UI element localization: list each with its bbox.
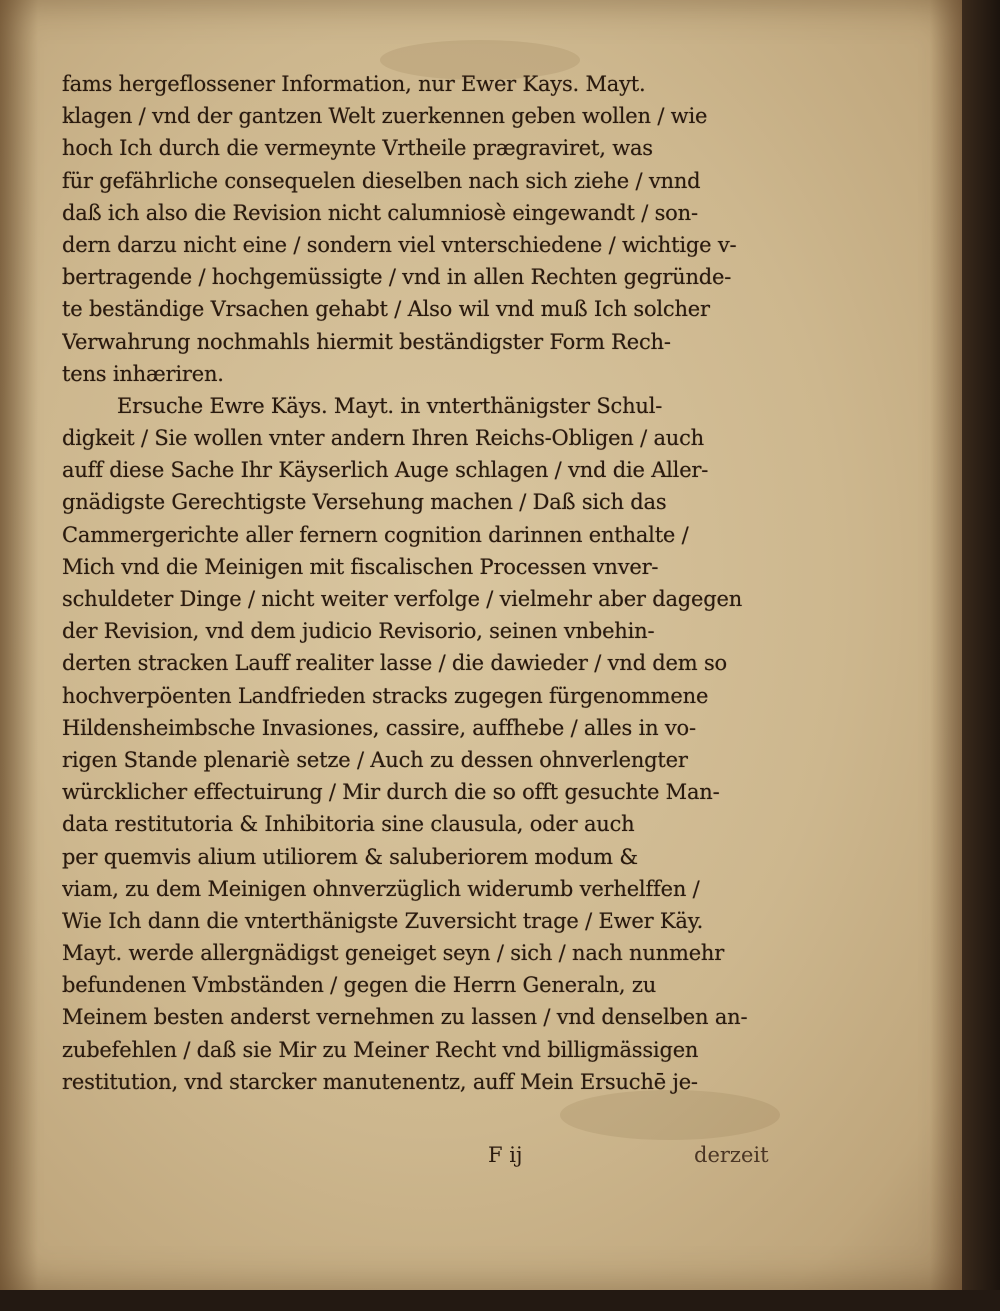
text-line: klagen / vnd der gantzen Welt zuerkennen geben wollen / wie — [62, 104, 708, 129]
page-edge-shadow — [930, 0, 962, 1290]
text-line: Hildensheimbsche Invasiones, cassire, auffhebe / alles in vo- — [62, 715, 696, 740]
catchword: derzeit — [694, 1143, 769, 1167]
text-line: daß ich also die Revision nicht calumniosè eingewandt / son- — [62, 200, 698, 225]
text-line: befundenen Vmbständen / gegen die Herrn Generaln, zu — [62, 973, 657, 998]
text-line: Meinem besten anderst vernehmen zu lassen / vnd denselben an- — [62, 1005, 748, 1030]
text-line: Wie Ich dann die vnterthänigste Zuversicht trage / Ewer Käy. — [62, 908, 704, 933]
text-line: Mich vnd die Meinigen mit fiscalischen Processen vnver- — [62, 554, 659, 579]
body-text — [62, 68, 787, 1098]
text-line: data restitutoria & Inhibitoria sine clausula, oder auch — [62, 812, 635, 837]
text-line: würcklicher effectuirung / Mir durch die so offt gesuchte Man- — [62, 780, 720, 805]
text-line: digkeit / Sie wollen vnter andern Ihren Reichs-Obligen / auch — [62, 426, 704, 451]
text-line: hoch Ich durch die vermeynte Vrtheile prægraviret, was — [62, 136, 653, 161]
text-line: Mayt. werde allergnädigst geneiget seyn / sich / nach nunmehr — [62, 941, 725, 966]
text-line: zubefehlen / daß sie Mir zu Meiner Recht vnd billigmässigen — [62, 1037, 699, 1062]
text-line: schuldeter Dinge / nicht weiter verfolge / vielmehr aber dagegen — [62, 587, 743, 611]
text-line: tens inhæriren. — [62, 361, 224, 386]
text-line: dern darzu nicht eine / sondern viel vnterschiedene / wichtige v- — [62, 232, 737, 257]
text-line: der Revision, vnd dem judicio Revisorio, seinen vnbehin- — [62, 619, 655, 644]
signature-mark: F ij — [488, 1143, 523, 1167]
text-line: Verwahrung nochmahls hiermit beständigster Form Rech- — [62, 329, 671, 354]
text-line: bertragende / hochgemüssigte / vnd in allen Rechten gegründe- — [62, 265, 732, 290]
text-line: rigen Stande plenariè setze / Auch zu dessen ohnverlengter — [62, 747, 688, 772]
text-line: fams hergeflossener Information, nur Ewer Kays. Mayt. — [62, 72, 646, 96]
text-line: auff diese Sache Ihr Käyserlich Auge schlagen / vnd die Aller- — [62, 458, 709, 483]
paragraph-start-line: Ersuche Ewre Käys. Mayt. in vnterthänigster Schul- — [117, 393, 663, 418]
text-line: Cammergerichte aller fernern cognition darinnen enthalte / — [62, 522, 689, 547]
spine-shadow — [0, 0, 38, 1290]
text-line: derten stracken Lauff realiter lasse / die dawieder / vnd dem so — [62, 651, 727, 676]
text-line: per quemvis alium utiliorem & saluberiorem modum & — [62, 844, 638, 869]
scan-margin-bottom — [0, 1290, 1000, 1311]
text-line: te beständige Vrsachen gehabt / Also wil vnd muß Ich solcher — [62, 297, 710, 322]
text-line: für gefährliche consequelen dieselben nach sich ziehe / vnnd — [62, 168, 701, 193]
text-line: viam, zu dem Meinigen ohnverzüglich widerumb verhelffen / — [62, 876, 700, 901]
scan-margin-right — [962, 0, 1000, 1311]
text-line: restitution, vnd starcker manutenentz, auff Mein Ersuchē je- — [62, 1069, 698, 1094]
text-line: gnädigste Gerechtigste Versehung machen / Daß sich das — [62, 490, 667, 515]
text-line: hochverpöenten Landfrieden stracks zugegen fürgenommene — [62, 683, 709, 708]
